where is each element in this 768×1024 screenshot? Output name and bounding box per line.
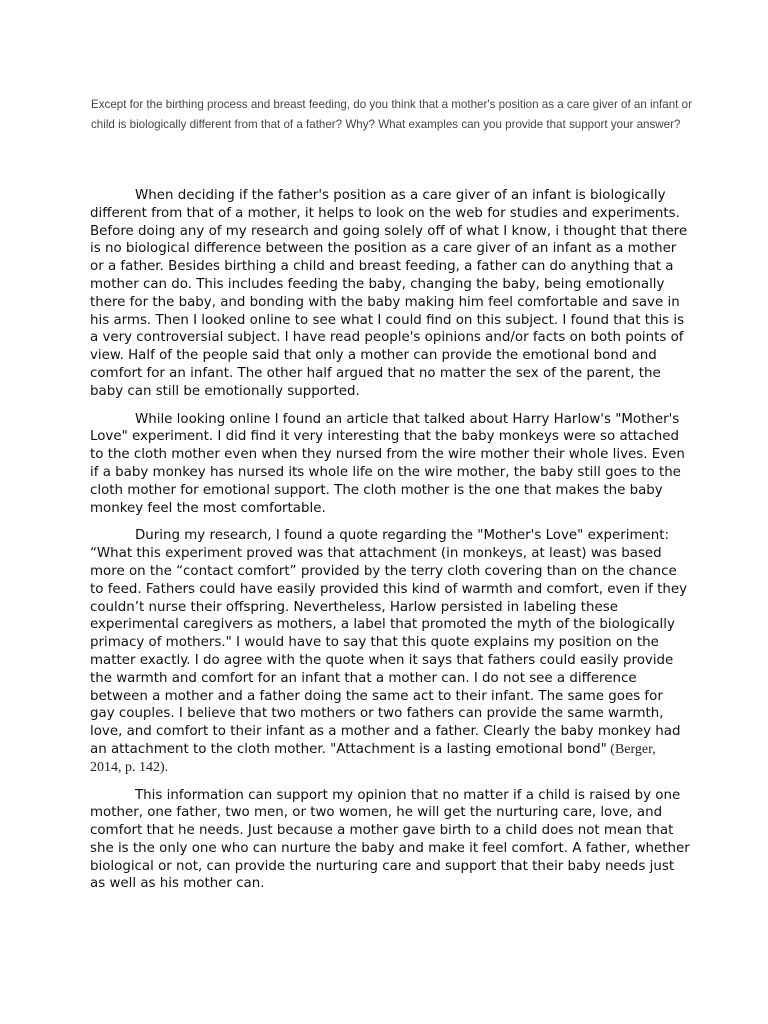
paragraph-1: When deciding if the father's position as a care giver of an infant is biologically different from that of a mother, it helps to look on the web for studies and experiments. Before doing any of my research and going solely off of what I know, i thought that there is no biological difference between the position as a care giver of an infant as a mother or a father. Besides birthing a child and breast feeding, a father can do anything that a mother can do. This includes feeding the baby, changing the baby, being emotionally there for the baby, and bonding with the baby making him feel comfortable and save in his arms. Then I looked online to see what I could find on this subject. I found that this is a very controversial subject. I have read people's opinions and/or facts on both points of view. Half of the people said that only a mother can provide the emotional bond and comfort for an infant. The other half argued that no matter the sex of the parent, the baby can still be emotionally supported.: [90, 188, 688, 399]
citation: (Berger, 2014, p. 142).: [90, 741, 656, 775]
paragraph-4: This information can support my opinion that no matter if a child is raised by one mother, one father, two men, or two women, he will get the nurturing care, love, and comfort that he needs. Just because a mother gave birth to a child does not mean that she is the only one who can nurture the baby and make it feel comfort. A father, whether biological or not, can provide the nurturing care and support that their baby needs just as well as his mother can.: [90, 787, 690, 892]
paragraph-3-text: During my research, I found a quote regarding the "Mother's Love" experiment: “What this experiment proved was that attachment (in monkeys, at least) was based more on the “contact comfort” provided by the terry cloth covering than on the chance to feed. Fathers could have easily provided this kind of warmth and comfort, even if they couldn’t nurse their offspring. Nevertheless, Harlow persisted in labeling these experimental caregivers as mothers, a label that promoted the myth of the biologically primacy of mothers." I would have to say that this quote explains my position on the matter exactly. I do agree with the quote when it says that fathers could easily provide the warmth and comfort for an infant that a mother can. I do not see a difference between a mother and a father doing the same act to their infant. The same goes for gay couples. I believe that two mothers or two fathers can provide the same warmth, love, and comfort to their infant as a mother and a father. Clearly the baby monkey had an attachment to the cloth mother. "Attachment is a lasting emotional bond": [90, 528, 688, 757]
essay-body: [90, 187, 690, 903]
paragraph-2: While looking online I found an article that talked about Harry Harlow's "Mother's Love" experiment. I did find it very interesting that the baby monkeys were so attached to the cloth mother even when they nursed from the wire mother their whole lives. Even if a baby monkey has nursed its whole life on the wire mother, the baby still goes to the cloth mother for emotional support. The cloth mother is the one that makes the baby monkey feel the most comfortable.: [90, 411, 685, 516]
essay-prompt: Except for the birthing process and breast feeding, do you think that a mother's position as a care giver of an infant or child is biologically different from that of a father? Why? What examples can you provide that support your answer?: [91, 98, 692, 131]
paragraph-3: [90, 527, 690, 776]
